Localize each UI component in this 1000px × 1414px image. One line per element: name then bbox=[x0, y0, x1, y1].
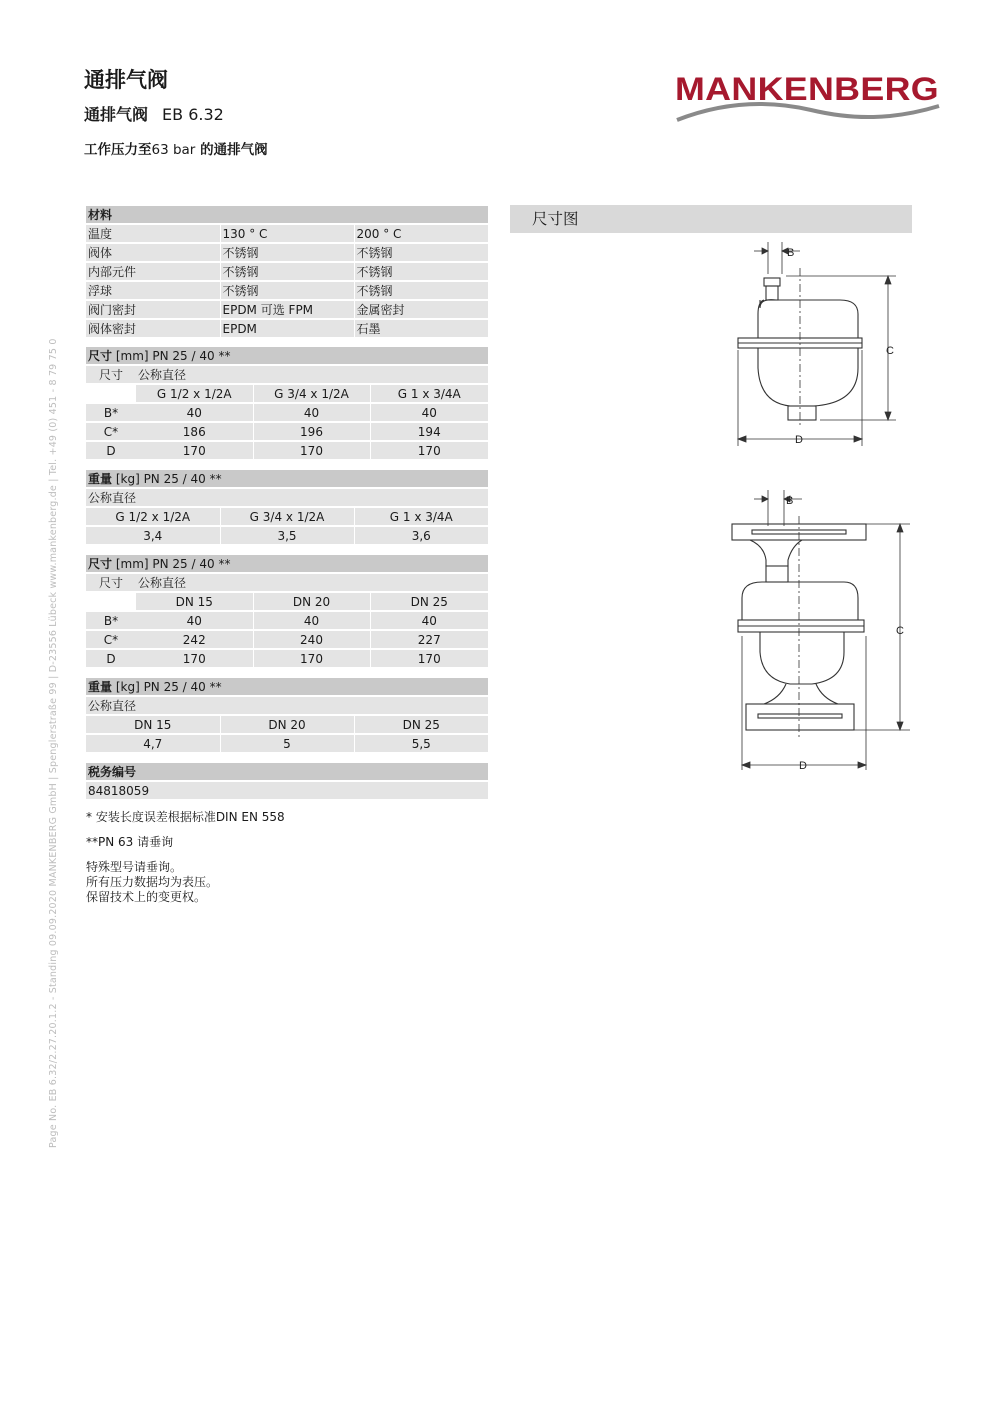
cell: 170 bbox=[253, 441, 370, 460]
description-pre: 工作压力至 bbox=[84, 142, 152, 158]
dims2-header-bold: 尺寸 bbox=[88, 557, 113, 571]
cell: 3,4 bbox=[86, 526, 220, 545]
table-row bbox=[86, 649, 488, 668]
tax-header: 税务编号 bbox=[86, 763, 488, 781]
cell: 5,5 bbox=[354, 734, 488, 753]
cell: D bbox=[86, 649, 136, 668]
tax-number-table bbox=[86, 763, 488, 801]
cell: B* bbox=[86, 611, 136, 630]
label-d: D bbox=[795, 434, 803, 446]
cell: 240 bbox=[253, 630, 370, 649]
label-b: B bbox=[787, 247, 795, 259]
table-row bbox=[86, 526, 488, 545]
cell: 170 bbox=[253, 649, 370, 668]
dims1-header bbox=[86, 347, 488, 365]
cell: 不锈钢 bbox=[354, 262, 488, 281]
table-row bbox=[86, 243, 488, 262]
cell: 3,6 bbox=[354, 526, 488, 545]
table-row bbox=[86, 300, 488, 319]
cell: 金属密封 bbox=[354, 300, 488, 319]
weight2-nominal-label: 公称直径 bbox=[86, 696, 488, 715]
cell: 40 bbox=[136, 611, 253, 630]
cell: 40 bbox=[136, 403, 253, 422]
size-header: G 1 x 3/4A bbox=[354, 507, 488, 526]
weight2-header-bold: 重量 bbox=[88, 680, 113, 694]
cell: 4,7 bbox=[86, 734, 220, 753]
logo-wordmark: MANKENBERG bbox=[675, 71, 939, 107]
cell: C* bbox=[86, 630, 136, 649]
dims2-header bbox=[86, 555, 488, 573]
table-row bbox=[86, 403, 488, 422]
weight1-header bbox=[86, 470, 488, 488]
table-row bbox=[86, 734, 488, 753]
cell: B* bbox=[86, 403, 136, 422]
tax-value: 84818059 bbox=[86, 781, 488, 800]
cell: 阀体 bbox=[86, 243, 220, 262]
table-row bbox=[86, 319, 488, 338]
cell: 40 bbox=[370, 403, 488, 422]
note-pn63: **PN 63 请垂询 bbox=[86, 835, 174, 849]
weight2-header bbox=[86, 678, 488, 696]
cell: 不锈钢 bbox=[354, 243, 488, 262]
dims2-col-label: 尺寸 bbox=[86, 573, 136, 592]
weight-table-threaded bbox=[86, 470, 488, 546]
cell: 194 bbox=[370, 422, 488, 441]
cell: 内部元件 bbox=[86, 262, 220, 281]
product-subtitle bbox=[84, 102, 224, 125]
cell: 170 bbox=[136, 441, 253, 460]
side-footer-text: Page No. EB 6.32/2.27.20.1.2 - Standing 09.09.2020 MANKENBERG GmbH | Spenglerstraße 99 | D-23556 Lübeck www.mankenberg.de | Tel. +49 (0) 451 - 8 79 75 0 bbox=[48, 338, 59, 1148]
model-number: EB 6.32 bbox=[162, 105, 224, 124]
dimensions-table-flanged bbox=[86, 555, 488, 669]
cell: 浮球 bbox=[86, 281, 220, 300]
size-header: DN 20 bbox=[253, 592, 370, 611]
label-c: C bbox=[886, 345, 894, 357]
table-row bbox=[86, 611, 488, 630]
table-row bbox=[86, 224, 488, 243]
subtitle-text: 通排气阀 bbox=[84, 105, 149, 124]
cell: 3,5 bbox=[220, 526, 354, 545]
note-rights: 保留技术上的变更权。 bbox=[86, 890, 207, 904]
cell: C* bbox=[86, 422, 136, 441]
cell: 40 bbox=[370, 611, 488, 630]
size-header: G 3/4 x 1/2A bbox=[220, 507, 354, 526]
table-row bbox=[86, 281, 488, 300]
cell: 不锈钢 bbox=[220, 262, 354, 281]
cell: 186 bbox=[136, 422, 253, 441]
size-header: DN 25 bbox=[370, 592, 488, 611]
size-header: G 1/2 x 1/2A bbox=[136, 384, 253, 403]
dimension-drawing-title: 尺寸图 bbox=[510, 205, 912, 233]
cell: 阀体密封 bbox=[86, 319, 220, 338]
size-header: G 1 x 3/4A bbox=[370, 384, 488, 403]
size-header: DN 25 bbox=[354, 715, 488, 734]
cell: 40 bbox=[253, 611, 370, 630]
dims2-header-rest: [mm] PN 25 / 40 ** bbox=[112, 557, 231, 571]
cell: 200 ° C bbox=[354, 224, 488, 243]
size-header: DN 15 bbox=[136, 592, 253, 611]
cell: D bbox=[86, 441, 136, 460]
materials-header: 材料 bbox=[86, 206, 488, 224]
weight1-header-bold: 重量 bbox=[88, 472, 113, 486]
label-b: B bbox=[786, 495, 794, 507]
size-header: DN 15 bbox=[86, 715, 220, 734]
weight1-header-rest: [kg] PN 25 / 40 ** bbox=[112, 472, 222, 486]
cell: 170 bbox=[370, 441, 488, 460]
cell: 石墨 bbox=[354, 319, 488, 338]
size-header: G 1/2 x 1/2A bbox=[86, 507, 220, 526]
cell: EPDM bbox=[220, 319, 354, 338]
dims2-nominal-label: 公称直径 bbox=[136, 573, 488, 592]
cell: 130 ° C bbox=[220, 224, 354, 243]
label-c: C bbox=[896, 625, 904, 637]
cell: 227 bbox=[370, 630, 488, 649]
cell: 阀门密封 bbox=[86, 300, 220, 319]
cell: 不锈钢 bbox=[220, 281, 354, 300]
cell: 5 bbox=[220, 734, 354, 753]
note-special: 特殊型号请垂询。 bbox=[86, 860, 183, 874]
drawing-threaded-valve bbox=[720, 238, 920, 452]
cell: 170 bbox=[370, 649, 488, 668]
size-header: G 3/4 x 1/2A bbox=[253, 384, 370, 403]
cell: 40 bbox=[253, 403, 370, 422]
empty-cell bbox=[86, 592, 136, 611]
table-row bbox=[86, 441, 488, 460]
label-d: D bbox=[799, 760, 807, 772]
weight-table-flanged bbox=[86, 678, 488, 754]
weight1-nominal-label: 公称直径 bbox=[86, 488, 488, 507]
materials-table bbox=[86, 206, 488, 339]
dims1-col-label: 尺寸 bbox=[86, 365, 136, 384]
dimensions-table-threaded bbox=[86, 347, 488, 461]
cell: 170 bbox=[136, 649, 253, 668]
product-description bbox=[84, 138, 268, 158]
dims1-header-bold: 尺寸 bbox=[88, 349, 113, 363]
table-row bbox=[86, 262, 488, 281]
table-row bbox=[86, 630, 488, 649]
description-value: 63 bar bbox=[151, 142, 196, 158]
note-pressure: 所有压力数据均为表压。 bbox=[86, 875, 219, 889]
cell: 196 bbox=[253, 422, 370, 441]
weight2-header-rest: [kg] PN 25 / 40 ** bbox=[112, 680, 222, 694]
cell: 不锈钢 bbox=[220, 243, 354, 262]
description-post: 的通排气阀 bbox=[195, 142, 268, 158]
table-row bbox=[86, 422, 488, 441]
dims1-header-rest: [mm] PN 25 / 40 ** bbox=[112, 349, 231, 363]
dims1-nominal-label: 公称直径 bbox=[136, 365, 488, 384]
cell: 温度 bbox=[86, 224, 220, 243]
cell: 242 bbox=[136, 630, 253, 649]
empty-cell bbox=[86, 384, 136, 403]
note-tolerance: * 安装长度误差根据标准DIN EN 558 bbox=[86, 810, 285, 824]
mankenberg-logo bbox=[673, 66, 941, 126]
cell: EPDM 可选 FPM bbox=[220, 300, 354, 319]
drawing-flanged-valve bbox=[720, 486, 920, 776]
cell: 不锈钢 bbox=[354, 281, 488, 300]
page-title: 通排气阀 bbox=[84, 68, 168, 92]
size-header: DN 20 bbox=[220, 715, 354, 734]
